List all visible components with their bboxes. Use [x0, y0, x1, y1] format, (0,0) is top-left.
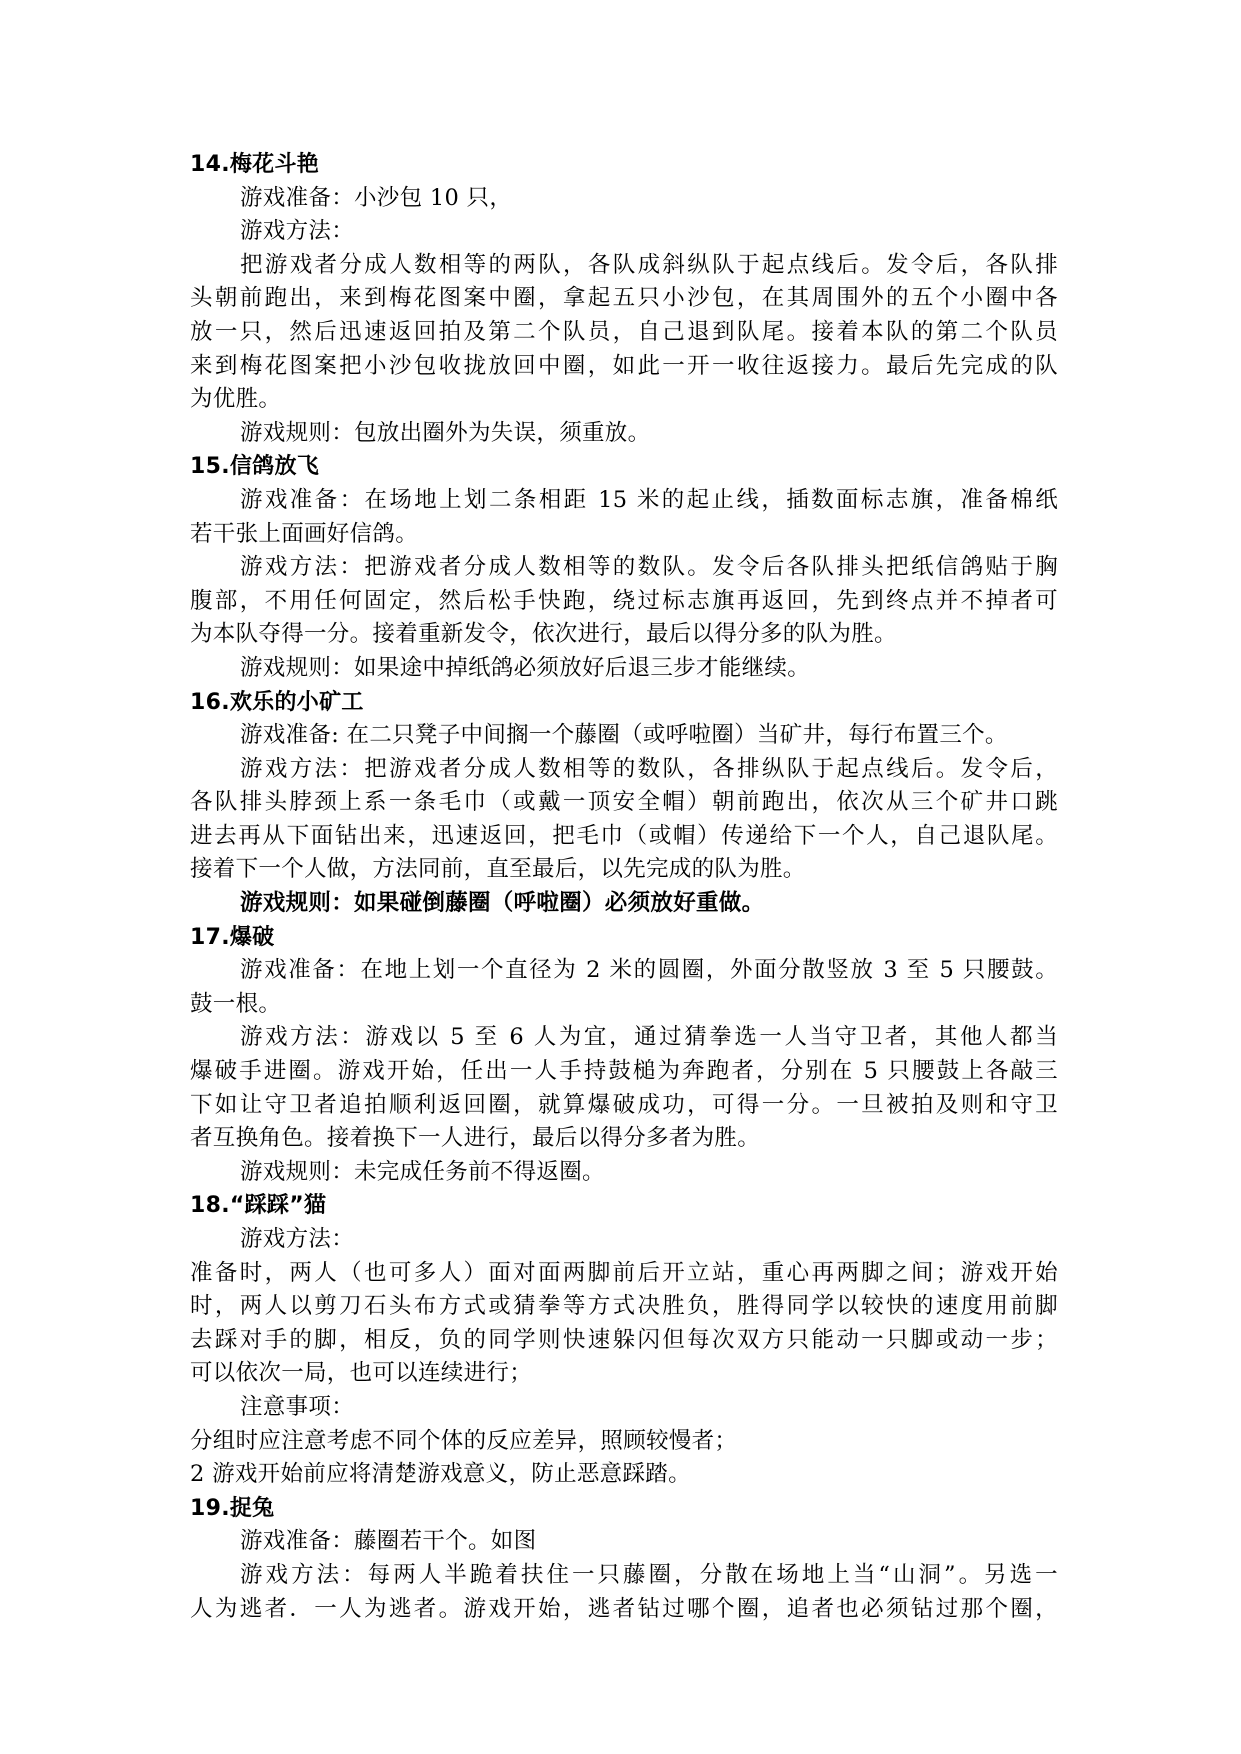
text-line: 游戏准备：小沙包 10 只，: [240, 184, 513, 211]
text-line: 为本队夺得一分。接着重新发令，依次进行，最后以得分多的队为胜。: [190, 621, 897, 648]
text-line: 为优胜。: [190, 386, 282, 413]
text-line: 腹部，不用任何固定，然后松手快跑，绕过标志旗再返回，先到终点并不掉者可: [190, 587, 1058, 614]
text-line: 游戏准备: 在二只凳子中间搁一个藤圈（或呼啦圈）当矿井，每行布置三个。: [240, 722, 1008, 749]
text-line: 游戏方法：游戏以 5 至 6 人为宜，通过猜拳选一人当守卫者，其他人都当: [240, 1024, 1058, 1051]
text-line: 游戏准备：在地上划一个直径为 2 米的圆圈，外面分散竖放 3 至 5 只腰鼓。: [240, 957, 1058, 984]
text-line: 若干张上面画好信鸽。: [190, 520, 419, 547]
text-line: 人为逃者．一人为逃者。游戏开始，逃者钻过哪个圈，追者也必须钻过那个圈，: [190, 1595, 1058, 1622]
text-line: 游戏规则：未完成任务前不得返圈。: [240, 1158, 605, 1185]
text-line: 2 游戏开始前应将清楚游戏意义，防止恶意踩踏。: [190, 1461, 691, 1488]
document-page: [190, 148, 1058, 1626]
text-line: 可以依次一局，也可以连续进行；: [190, 1360, 533, 1387]
text-line: 头朝前跑出，来到梅花图案中圈，拿起五只小沙包，在其周围外的五个小圈中各: [190, 285, 1058, 312]
section-title: 16.欢乐的小矿工: [190, 689, 364, 715]
text-line: 下如让守卫者追拍顺利返回圈，就算爆破成功，可得一分。一旦被拍及则和守卫: [190, 1091, 1058, 1118]
section-title: 18.“踩踩”猫: [190, 1193, 327, 1219]
text-line: 准备时，两人（也可多人）面对面两脚前后开立站，重心再两脚之间；游戏开始: [190, 1259, 1058, 1286]
section-title: 19.捉兔: [190, 1495, 275, 1521]
text-line: 去踩对手的脚，相反，负的同学则快速躲闪但每次双方只能动一只脚或动一步；: [190, 1326, 1058, 1353]
text-line: 注意事项：: [240, 1393, 355, 1420]
text-line: 游戏规则：包放出圈外为失误，须重放。: [240, 419, 651, 446]
text-line: 接着下一个人做，方法同前，直至最后，以先完成的队为胜。: [190, 856, 806, 883]
text-line: 放一只，然后迅速返回拍及第二个队员，自己退到队尾。接着本队的第二个队员: [190, 318, 1058, 345]
text-line: 者互换角色。接着换下一人进行，最后以得分多者为胜。: [190, 1125, 761, 1152]
section-title: 14.梅花斗艳: [190, 152, 320, 177]
text-line: 把游戏者分成人数相等的两队，各队成斜纵队于起点线后。发令后，各队排: [240, 251, 1058, 278]
text-line: 游戏准备：藤圈若干个。如图: [240, 1528, 537, 1555]
text-line: 游戏规则：如果碰倒藤圈（呼啦圈）必须放好重做。: [240, 890, 765, 917]
text-line: 各队排头脖颈上系一条毛巾（或戴一顶安全帽）朝前跑出，依次从三个矿井口跳: [190, 789, 1058, 816]
text-line: 游戏方法：每两人半跪着扶住一只藤圈，分散在场地上当“山洞”。另选一: [240, 1561, 1058, 1588]
text-line: 游戏方法：: [240, 1226, 355, 1252]
text-line: 游戏方法：把游戏者分成人数相等的数队。发令后各队排头把纸信鸽贴于胸: [240, 554, 1058, 581]
text-line: 鼓一根。: [190, 990, 282, 1017]
text-line: 游戏规则：如果途中掉纸鸽必须放好后退三步才能继续。: [240, 654, 811, 681]
text-line: 游戏方法：把游戏者分成人数相等的数队，各排纵队于起点线后。发令后，: [240, 755, 1058, 782]
text-line: 游戏准备：在场地上划二条相距 15 米的起止线，插数面标志旗，准备棉纸: [240, 486, 1058, 513]
text-line: 游戏方法：: [240, 218, 355, 245]
text-line: 来到梅花图案把小沙包收拢放回中圈，如此一开一收往返接力。最后先完成的队: [190, 352, 1058, 379]
text-line: 爆破手进圈。游戏开始，任出一人手持鼓槌为奔跑者，分别在 5 只腰鼓上各敲三: [190, 1058, 1058, 1085]
text-line: 分组时应注意考虑不同个体的反应差异，照顾较慢者；: [190, 1427, 738, 1454]
section-title: 15.信鸽放飞: [190, 454, 320, 480]
text-line: 进去再从下面钻出来，迅速返回，把毛巾（或帽）传递给下一个人，自己退队尾。: [190, 822, 1058, 849]
section-title: 17.爆破: [190, 924, 275, 950]
text-line: 时，两人以剪刀石头布方式或猜拳等方式决胜负，胜得同学以较快的速度用前脚: [190, 1293, 1058, 1320]
